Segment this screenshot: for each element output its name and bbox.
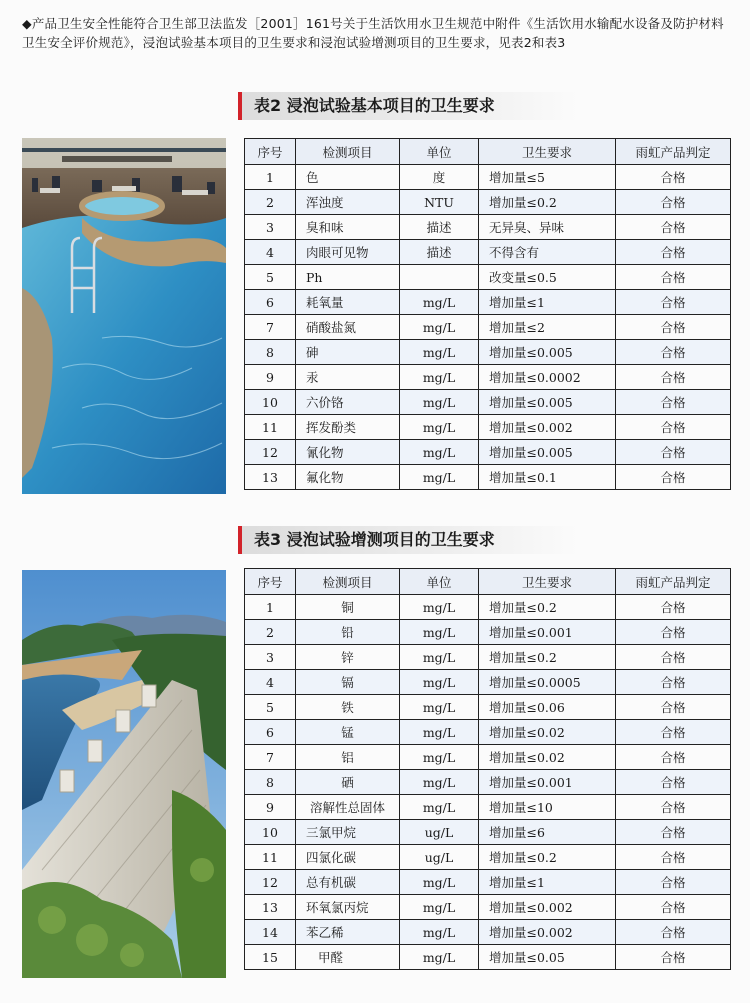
cell-requirement: 增加量≤0.05 <box>479 945 616 970</box>
cell-item: 砷 <box>296 340 400 365</box>
table2 <box>244 138 731 490</box>
cell-unit: mg/L <box>400 770 479 795</box>
cell-item: 铁 <box>296 695 400 720</box>
cell-verdict: 合格 <box>616 795 731 820</box>
header-item: 检测项目 <box>296 569 400 595</box>
cell-verdict: 合格 <box>616 365 731 390</box>
table-header-row <box>245 139 731 165</box>
header-verdict: 雨虹产品判定 <box>616 569 731 595</box>
cell-verdict: 合格 <box>616 315 731 340</box>
cell-unit: 度 <box>400 165 479 190</box>
cell-verdict: 合格 <box>616 620 731 645</box>
table3-title: 表3 浸泡试验增测项目的卫生要求 <box>238 526 578 554</box>
cell-requirement: 增加量≤0.005 <box>479 440 616 465</box>
cell-requirement: 增加量≤10 <box>479 795 616 820</box>
table-header-row <box>245 569 731 595</box>
cell-requirement: 增加量≤0.06 <box>479 695 616 720</box>
cell-unit <box>400 265 479 290</box>
cell-verdict: 合格 <box>616 720 731 745</box>
cell-unit: mg/L <box>400 315 479 340</box>
cell-unit: ug/L <box>400 820 479 845</box>
cell-requirement: 增加量≤0.002 <box>479 895 616 920</box>
table-row <box>245 265 731 290</box>
cell-index: 9 <box>245 365 296 390</box>
table-row <box>245 390 731 415</box>
cell-index: 2 <box>245 190 296 215</box>
cell-item: 甲醛 <box>296 945 400 970</box>
cell-index: 13 <box>245 895 296 920</box>
cell-unit: 描述 <box>400 215 479 240</box>
cell-unit: mg/L <box>400 670 479 695</box>
cell-verdict: 合格 <box>616 870 731 895</box>
cell-index: 10 <box>245 390 296 415</box>
cell-index: 10 <box>245 820 296 845</box>
cell-unit: mg/L <box>400 465 479 490</box>
cell-item: 铅 <box>296 620 400 645</box>
header-requirement: 卫生要求 <box>479 139 616 165</box>
cell-item: 四氯化碳 <box>296 845 400 870</box>
cell-verdict: 合格 <box>616 895 731 920</box>
cell-item: 色 <box>296 165 400 190</box>
table-row <box>245 415 731 440</box>
cell-unit: mg/L <box>400 595 479 620</box>
table3 <box>244 568 731 970</box>
cell-verdict: 合格 <box>616 645 731 670</box>
cell-verdict: 合格 <box>616 945 731 970</box>
cell-requirement: 增加量≤0.2 <box>479 595 616 620</box>
cell-verdict: 合格 <box>616 165 731 190</box>
cell-item: 环氧氯丙烷 <box>296 895 400 920</box>
cell-requirement: 增加量≤0.2 <box>479 845 616 870</box>
table-row <box>245 340 731 365</box>
table-row <box>245 190 731 215</box>
cell-unit: mg/L <box>400 870 479 895</box>
cell-index: 7 <box>245 315 296 340</box>
table-row <box>245 670 731 695</box>
cell-requirement: 增加量≤0.2 <box>479 645 616 670</box>
cell-requirement: 增加量≤0.02 <box>479 720 616 745</box>
header-unit: 单位 <box>400 569 479 595</box>
cell-item: 镉 <box>296 670 400 695</box>
cell-item: 氰化物 <box>296 440 400 465</box>
cell-verdict: 合格 <box>616 465 731 490</box>
table-row <box>245 820 731 845</box>
cell-item: 总有机碳 <box>296 870 400 895</box>
cell-requirement: 增加量≤5 <box>479 165 616 190</box>
table-row <box>245 365 731 390</box>
cell-requirement: 增加量≤0.1 <box>479 465 616 490</box>
cell-item: 六价铬 <box>296 390 400 415</box>
cell-requirement: 增加量≤0.02 <box>479 745 616 770</box>
cell-index: 8 <box>245 770 296 795</box>
cell-index: 5 <box>245 695 296 720</box>
cell-verdict: 合格 <box>616 820 731 845</box>
pool-photo <box>22 138 226 494</box>
intro-paragraph: ◆产品卫生安全性能符合卫生部卫法监发［2001］161号关于生活饮用水卫生规范中附件《生活饮用水输配水设备及防护材料卫生安全评价规范》，浸泡试验基本项目的卫生要求和浸泡试验增测项目的卫生要求，见表2和表3 <box>22 16 724 50</box>
cell-index: 8 <box>245 340 296 365</box>
table-row <box>245 720 731 745</box>
cell-index: 3 <box>245 645 296 670</box>
cell-index: 2 <box>245 620 296 645</box>
cell-unit: 描述 <box>400 240 479 265</box>
cell-item: 硒 <box>296 770 400 795</box>
cell-requirement: 增加量≤6 <box>479 820 616 845</box>
table-row <box>245 695 731 720</box>
cell-item: 挥发酚类 <box>296 415 400 440</box>
cell-requirement: 增加量≤0.002 <box>479 920 616 945</box>
cell-requirement: 增加量≤0.005 <box>479 390 616 415</box>
cell-verdict: 合格 <box>616 695 731 720</box>
cell-unit: mg/L <box>400 795 479 820</box>
cell-item: 溶解性总固体 <box>296 795 400 820</box>
cell-verdict: 合格 <box>616 920 731 945</box>
cell-item: 臭和味 <box>296 215 400 240</box>
cell-item: 苯乙稀 <box>296 920 400 945</box>
cell-index: 1 <box>245 595 296 620</box>
cell-index: 1 <box>245 165 296 190</box>
cell-unit: mg/L <box>400 340 479 365</box>
cell-verdict: 合格 <box>616 390 731 415</box>
cell-verdict: 合格 <box>616 240 731 265</box>
table-row <box>245 745 731 770</box>
cell-item: 硝酸盐氮 <box>296 315 400 340</box>
table-row <box>245 770 731 795</box>
table-row <box>245 215 731 240</box>
cell-item: 三氯甲烷 <box>296 820 400 845</box>
header-unit: 单位 <box>400 139 479 165</box>
cell-index: 3 <box>245 215 296 240</box>
table-row <box>245 595 731 620</box>
header-index: 序号 <box>245 569 296 595</box>
cell-unit: mg/L <box>400 720 479 745</box>
cell-verdict: 合格 <box>616 670 731 695</box>
cell-requirement: 增加量≤1 <box>479 870 616 895</box>
cell-index: 9 <box>245 795 296 820</box>
table-row <box>245 920 731 945</box>
cell-index: 4 <box>245 670 296 695</box>
cell-unit: mg/L <box>400 745 479 770</box>
cell-index: 12 <box>245 870 296 895</box>
cell-verdict: 合格 <box>616 440 731 465</box>
table-row <box>245 315 731 340</box>
cell-item: 锌 <box>296 645 400 670</box>
cell-unit: mg/L <box>400 390 479 415</box>
cell-verdict: 合格 <box>616 595 731 620</box>
cell-unit: mg/L <box>400 920 479 945</box>
header-requirement: 卫生要求 <box>479 569 616 595</box>
cell-requirement: 增加量≤1 <box>479 290 616 315</box>
table-row <box>245 845 731 870</box>
cell-index: 6 <box>245 290 296 315</box>
cell-unit: mg/L <box>400 945 479 970</box>
cell-item: 浑浊度 <box>296 190 400 215</box>
cell-index: 6 <box>245 720 296 745</box>
cell-index: 11 <box>245 415 296 440</box>
cell-index: 12 <box>245 440 296 465</box>
cell-index: 15 <box>245 945 296 970</box>
cell-item: 锰 <box>296 720 400 745</box>
table2-title: 表2 浸泡试验基本项目的卫生要求 <box>238 92 578 120</box>
table-row <box>245 870 731 895</box>
cell-unit: mg/L <box>400 620 479 645</box>
header-verdict: 雨虹产品判定 <box>616 139 731 165</box>
cell-unit: mg/L <box>400 440 479 465</box>
cell-requirement: 无异臭、异味 <box>479 215 616 240</box>
cell-requirement: 增加量≤0.005 <box>479 340 616 365</box>
table-row <box>245 895 731 920</box>
cell-index: 13 <box>245 465 296 490</box>
table-row <box>245 440 731 465</box>
cell-requirement: 增加量≤0.001 <box>479 620 616 645</box>
cell-requirement: 增加量≤0.2 <box>479 190 616 215</box>
table-row <box>245 240 731 265</box>
cell-verdict: 合格 <box>616 290 731 315</box>
cell-verdict: 合格 <box>616 745 731 770</box>
cell-requirement: 不得含有 <box>479 240 616 265</box>
cell-index: 14 <box>245 920 296 945</box>
cell-index: 7 <box>245 745 296 770</box>
cell-verdict: 合格 <box>616 340 731 365</box>
table-row <box>245 945 731 970</box>
cell-verdict: 合格 <box>616 215 731 240</box>
cell-item: 铜 <box>296 595 400 620</box>
cell-unit: NTU <box>400 190 479 215</box>
cell-unit: ug/L <box>400 845 479 870</box>
header-index: 序号 <box>245 139 296 165</box>
cell-item: 汞 <box>296 365 400 390</box>
cell-item: 氟化物 <box>296 465 400 490</box>
cell-index: 5 <box>245 265 296 290</box>
cell-item: Ph <box>296 265 400 290</box>
cell-unit: mg/L <box>400 645 479 670</box>
table-row <box>245 795 731 820</box>
cell-unit: mg/L <box>400 895 479 920</box>
cell-requirement: 增加量≤0.0005 <box>479 670 616 695</box>
cell-verdict: 合格 <box>616 415 731 440</box>
cell-requirement: 改变量≤0.5 <box>479 265 616 290</box>
cell-item: 肉眼可见物 <box>296 240 400 265</box>
cell-index: 11 <box>245 845 296 870</box>
cell-requirement: 增加量≤2 <box>479 315 616 340</box>
cell-item: 耗氧量 <box>296 290 400 315</box>
table-row <box>245 165 731 190</box>
header-item: 检测项目 <box>296 139 400 165</box>
cell-unit: mg/L <box>400 415 479 440</box>
cell-verdict: 合格 <box>616 265 731 290</box>
cell-verdict: 合格 <box>616 845 731 870</box>
cell-verdict: 合格 <box>616 770 731 795</box>
table-row <box>245 645 731 670</box>
cell-unit: mg/L <box>400 290 479 315</box>
cell-verdict: 合格 <box>616 190 731 215</box>
dam-photo <box>22 570 226 978</box>
cell-item: 铝 <box>296 745 400 770</box>
table-row <box>245 290 731 315</box>
cell-unit: mg/L <box>400 695 479 720</box>
cell-unit: mg/L <box>400 365 479 390</box>
table-row <box>245 465 731 490</box>
cell-requirement: 增加量≤0.002 <box>479 415 616 440</box>
cell-index: 4 <box>245 240 296 265</box>
cell-requirement: 增加量≤0.001 <box>479 770 616 795</box>
cell-requirement: 增加量≤0.0002 <box>479 365 616 390</box>
table-row <box>245 620 731 645</box>
